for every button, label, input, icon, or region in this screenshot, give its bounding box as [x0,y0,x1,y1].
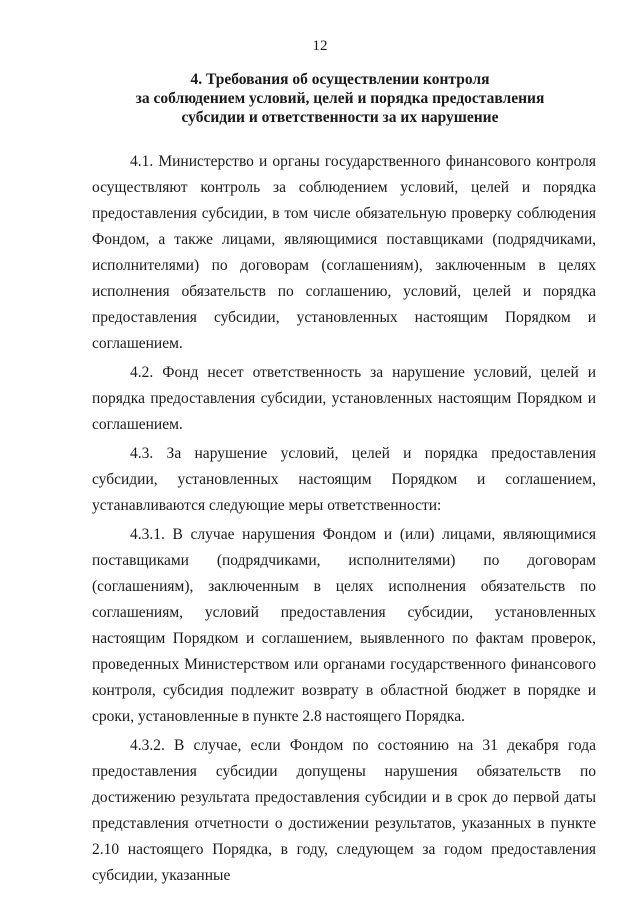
paragraph-4-3-1: 4.3.1. В случае нарушения Фондом и (или) лицами, являющимися поставщиками (подрядчиками, исполнителями) по договорам (соглашениям), заключенным в целях исполнения обязательств по соглашениям, условий предоставления субсидии, установленных настоящим Порядком и соглашением, выявленного по фактам проверок, проведенных Министерством или органами государственного финансового контроля, субсидия подлежит возврату в областной бюджет в порядке и сроки, установленные в пункте 2.8 настоящего Порядка. [92,526,596,725]
paragraph-4-2: 4.2. Фонд несет ответственность за нарушение условий, целей и порядка предоставления субсидии, установленных настоящим Порядком и соглашением. [92,364,596,433]
paragraph-4-3: 4.3. За нарушение условий, целей и порядка предоставления субсидии, установленных настоящим Порядком и соглашением, устанавливаются следующие меры ответственности: [92,445,596,514]
paragraph-4-1: 4.1. Министерство и органы государственного финансового контроля осуществляют контроль за соблюдением условий, целей и порядка предоставления субсидии, в том числе обязательную проверку соблюдения Фондом, а также лицами, являющимися поставщиками (подрядчиками, исполнителями) по договорам (соглашениям), заключенным в целях исполнения обязательств по соглашению, условий, целей и порядка предоставления субсидии, установленных настоящим Порядком и соглашением. [92,153,596,352]
section-heading [80,70,600,127]
section-heading-line-1: 4. Требования об осуществлении контроля [190,71,490,88]
paragraph-4-3-2: 4.3.2. В случае, если Фондом по состоянию на 31 декабря года предоставления субсидии допущены нарушения обязательств по достижению результата предоставления субсидии и в срок до первой даты представления отчетности о достижении результатов, указанных в пункте 2.10 настоящего Порядка, в году, следующем за годом предоставления субсидии, указанные [92,737,596,884]
section-heading-line-3: субсидии и ответственности за их нарушение [181,109,499,126]
section-heading-line-2: за соблюдением условий, целей и порядка предоставления [135,90,545,107]
document-body [92,149,596,889]
page-number: 12 [312,38,328,54]
